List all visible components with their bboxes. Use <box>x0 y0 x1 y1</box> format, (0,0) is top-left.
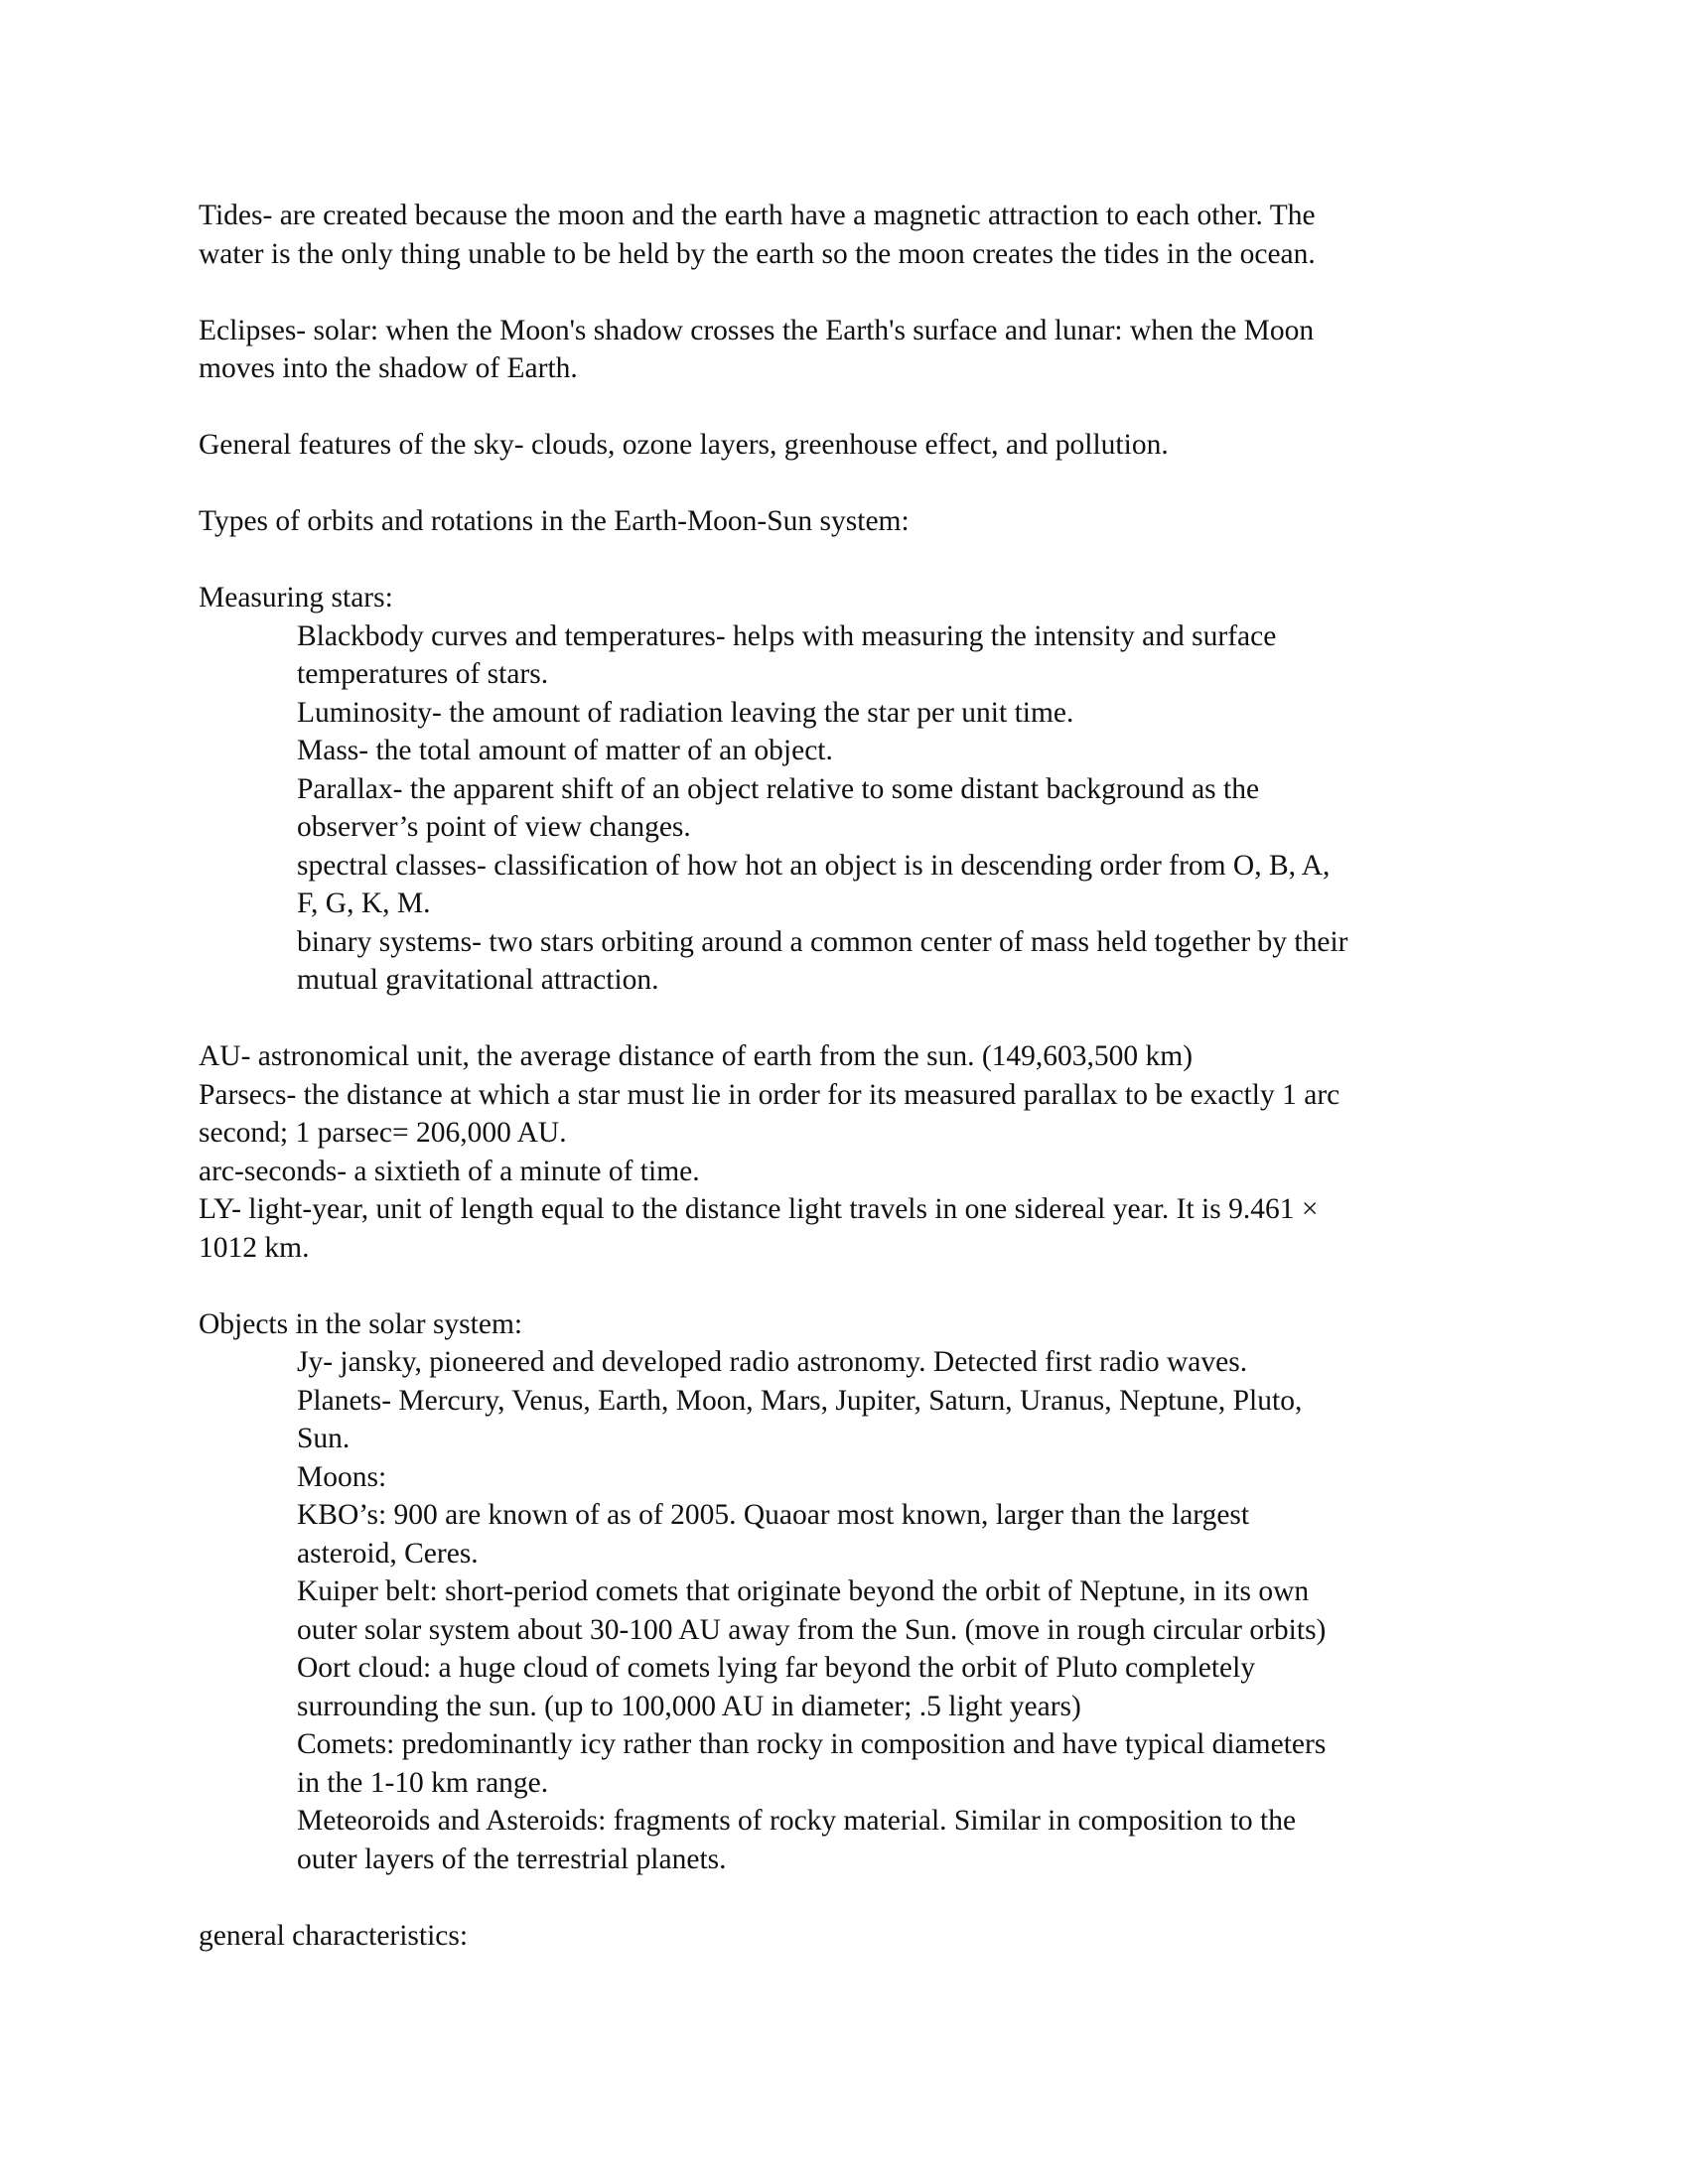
list-item: Kuiper belt: short-period comets that originate beyond the orbit of Neptune, in its own <box>297 1575 1310 1607</box>
orbits-paragraph <box>199 502 1499 541</box>
list-item: Jy- jansky, pioneered and developed radio astronomy. Detected first radio waves. <box>297 1346 1248 1378</box>
text-line: LY- light-year, unit of length equal to the distance light travels in one sidereal year. It is 9.461 × <box>199 1193 1319 1225</box>
text-line: Tides- are created because the moon and the earth have a magnetic attraction to each other. The <box>199 200 1316 231</box>
text-line: Parsecs- the distance at which a star must lie in order for its measured parallax to be exactly 1 arc <box>199 1078 1340 1111</box>
text-line: arc-seconds- a sixtieth of a minute of time. <box>199 1155 700 1187</box>
eclipses-paragraph <box>199 312 1499 388</box>
measuring-stars-section <box>199 579 1499 1000</box>
text-line: Eclipses- solar: when the Moon's shadow crosses the Earth's surface and lunar: when the Moon <box>199 314 1315 346</box>
list-item: spectral classes- classification of how hot an object is in descending order from O, B, A, <box>297 849 1331 882</box>
list-item: Sun. <box>297 1423 351 1454</box>
solar-system-section <box>199 1305 1499 1879</box>
list-item: outer solar system about 30-100 AU away from the Sun. (move in rough circular orbits) <box>297 1613 1327 1646</box>
list-item: Comets: predominantly icy rather than rocky in composition and have typical diameters <box>297 1728 1327 1760</box>
list-item: F, G, K, M. <box>297 887 431 919</box>
section-heading: Measuring stars: <box>199 582 393 614</box>
list-item: Luminosity- the amount of radiation leaving the star per unit time. <box>297 696 1074 729</box>
list-item: mutual gravitational attraction. <box>297 964 659 996</box>
sky-paragraph <box>199 426 1499 465</box>
document-page <box>199 197 1499 1955</box>
text-line: Types of orbits and rotations in the Earth-Moon-Sun system: <box>199 505 910 537</box>
list-item: asteroid, Ceres. <box>297 1537 479 1570</box>
list-item: binary systems- two stars orbiting around a common center of mass held together by their <box>297 925 1348 958</box>
list-item: Moons: <box>297 1460 387 1493</box>
list-item: KBO’s: 900 are known of as of 2005. Quaoar most known, larger than the largest <box>297 1499 1250 1531</box>
section-heading: general characteristics: <box>199 1919 469 1952</box>
list-item: Oort cloud: a huge cloud of comets lying far beyond the orbit of Pluto completely <box>297 1652 1256 1684</box>
text-line: second; 1 parsec= 206,000 AU. <box>199 1117 567 1149</box>
list-item: Mass- the total amount of matter of an object. <box>297 735 833 766</box>
list-item: Blackbody curves and temperatures- helps with measuring the intensity and surface <box>297 619 1277 652</box>
text-line: 1012 km. <box>199 1231 310 1264</box>
units-section <box>199 1037 1499 1267</box>
list-item: Planets- Mercury, Venus, Earth, Moon, Mars, Jupiter, Saturn, Uranus, Neptune, Pluto, <box>297 1384 1303 1417</box>
text-line: AU- astronomical unit, the average distance of earth from the sun. (149,603,500 km) <box>199 1040 1194 1072</box>
text-line: moves into the shadow of Earth. <box>199 352 578 384</box>
list-item: surrounding the sun. (up to 100,000 AU in diameter; .5 light years) <box>297 1690 1081 1722</box>
list-item: Meteoroids and Asteroids: fragments of rocky material. Similar in composition to the <box>297 1805 1297 1837</box>
general-characteristics-section <box>199 1917 1499 1956</box>
list-item: observer’s point of view changes. <box>297 811 691 843</box>
section-heading: Objects in the solar system: <box>199 1307 523 1340</box>
list-item: temperatures of stars. <box>297 658 549 690</box>
list-item: Parallax- the apparent shift of an object relative to some distant background as the <box>297 772 1260 805</box>
tides-paragraph <box>199 197 1499 273</box>
text-line: General features of the sky- clouds, ozone layers, greenhouse effect, and pollution. <box>199 429 1169 461</box>
text-line: water is the only thing unable to be held by the earth so the moon creates the tides in the ocean. <box>199 237 1316 270</box>
list-item: in the 1-10 km range. <box>297 1766 549 1799</box>
list-item: outer layers of the terrestrial planets. <box>297 1843 727 1875</box>
